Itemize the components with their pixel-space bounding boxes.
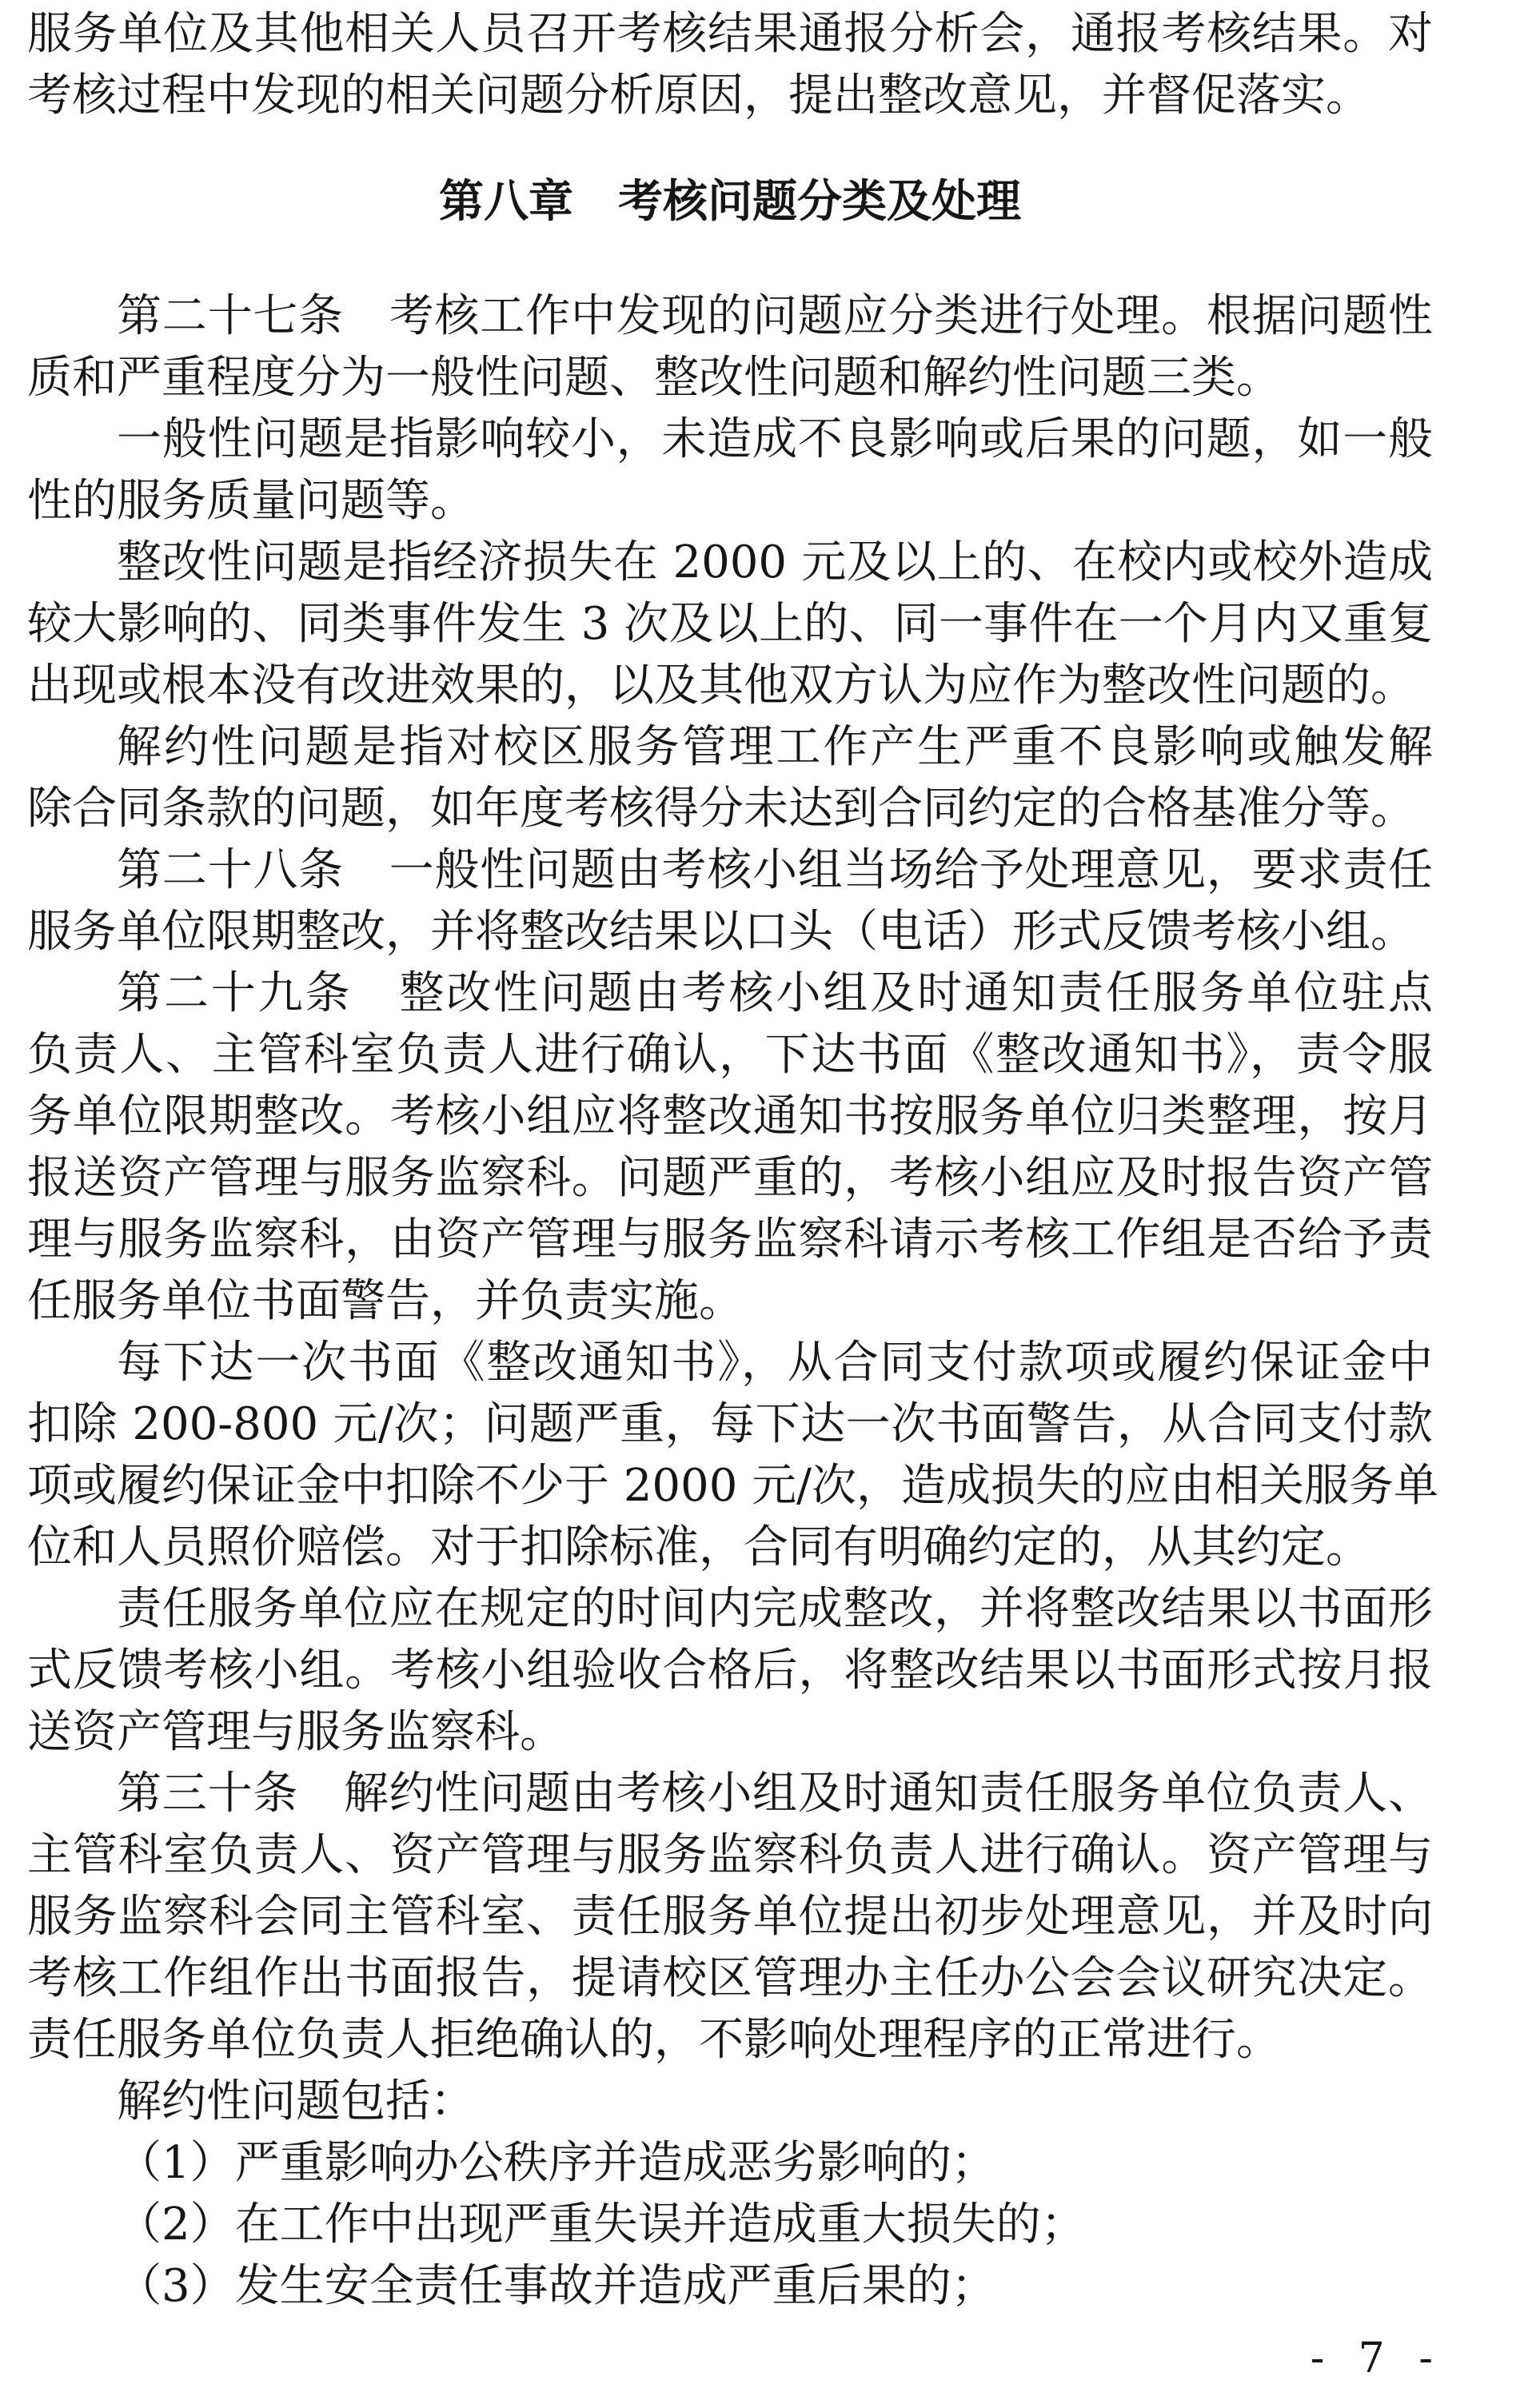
text-line: 第二十九条 整改性问题由考核小组及时通知责任服务单位驻点: [117, 967, 1433, 1019]
text-line: 较大影响的、同类事件发生 3 次及以上的、同一事件在一个月内又重复: [27, 598, 1433, 650]
text-line: 位和人员照价赔偿。对于扣除标准，合同有明确约定的，从其约定。: [27, 1521, 1370, 1573]
text-line: 服务单位限期整改，并将整改结果以口头（电话）形式反馈考核小组。: [27, 906, 1415, 958]
termination-issue-definition: [27, 716, 1433, 839]
text-line: 一般性问题是指影响较小，未造成不良影响或后果的问题，如一般: [117, 413, 1433, 465]
text-line: 责任服务单位负责人拒绝确认的，不影响处理程序的正常进行。: [27, 2014, 1281, 2066]
chapter-heading: 第八章 考核问题分类及处理: [439, 176, 1021, 228]
text-line: 服务监察科会同主管科室、责任服务单位提出初步处理意见，并及时向: [27, 1891, 1433, 1943]
rectification-issue-definition: [27, 532, 1433, 716]
text-line: 除合同条款的问题，如年度考核得分未达到合同约定的合格基准分等。: [27, 783, 1415, 835]
deduction-rules: [27, 1332, 1438, 1578]
general-issue-definition: [27, 409, 1433, 532]
text-line: 考核过程中发现的相关问题分析原因，提出整改意见，并督促落实。: [27, 70, 1370, 122]
text-line: 送资产管理与服务监察科。: [27, 1706, 565, 1758]
continued-paragraph: [27, 3, 1433, 126]
text-line: 每下达一次书面《整改通知书》，从合同支付款项或履约保证金中: [117, 1337, 1433, 1389]
text-line: 质和严重程度分为一般性问题、整改性问题和解约性问题三类。: [27, 352, 1281, 404]
article-30: [27, 1763, 1433, 2071]
text-line: 扣除 200-800 元/次；问题严重，每下达一次书面警告，从合同支付款: [27, 1398, 1433, 1450]
text-line: 解约性问题包括：: [117, 2075, 475, 2127]
text-line: 式反馈考核小组。考核小组验收合格后，将整改结果以书面形式按月报: [27, 1645, 1433, 1696]
text-line: 第三十条 解约性问题由考核小组及时通知责任服务单位负责人、: [117, 1768, 1433, 1820]
text-line: 整改性问题是指经济损失在 2000 元及以上的、在校内或校外造成: [117, 536, 1433, 588]
text-line: 主管科室负责人、资产管理与服务监察科负责人进行确认。资产管理与: [27, 1829, 1433, 1881]
article-28: [27, 839, 1433, 963]
text-line: 解约性问题是指对校区服务管理工作产生严重不良影响或触发解: [117, 721, 1433, 773]
text-line: 责任服务单位应在规定的时间内完成整改，并将整改结果以书面形: [117, 1583, 1433, 1635]
text-line: 考核工作组作出书面报告，提请校区管理办主任办公会会议研究决定。: [27, 1952, 1433, 2004]
text-line: 服务单位及其他相关人员召开考核结果通报分析会，通报考核结果。对: [27, 8, 1433, 60]
text-line: 负责人、主管科室负责人进行确认，下达书面《整改通知书》，责令服: [27, 1029, 1433, 1081]
text-line: 第二十七条 考核工作中发现的问题应分类进行处理。根据问题性: [117, 290, 1433, 342]
list-item: [27, 2255, 1433, 2317]
article-27: [27, 285, 1433, 409]
text-line: 务单位限期整改。考核小组应将整改通知书按服务单位归类整理，按月: [27, 1090, 1433, 1142]
article-29: [27, 963, 1433, 1332]
text-line: 第二十八条 一般性问题由考核小组当场给予处理意见，要求责任: [117, 844, 1433, 896]
text-line: 项或履约保证金中扣除不少于 2000 元/次，造成损失的应由相关服务单: [27, 1460, 1438, 1512]
text-line: 出现或根本没有改进效果的，以及其他双方认为应作为整改性问题的。: [27, 660, 1415, 712]
text-line: （1）严重影响办公秩序并造成恶劣影响的；: [117, 2137, 996, 2189]
text-line: （2）在工作中出现严重失误并造成重大损失的；: [117, 2199, 1086, 2251]
termination-issue-list-intro: [27, 2071, 1433, 2132]
text-line: （3）发生安全责任事故并造成严重后果的；: [117, 2260, 996, 2312]
text-line: 理与服务监察科，由资产管理与服务监察科请示考核工作组是否给予责: [27, 1214, 1433, 1266]
page-body: [27, 3, 1438, 2317]
text-line: 任服务单位书面警告，并负责实施。: [27, 1275, 744, 1327]
text-line: 性的服务质量问题等。: [27, 475, 475, 527]
text-line: 报送资产管理与服务监察科。问题严重的，考核小组应及时报告资产管: [27, 1152, 1433, 1204]
list-item: [27, 2132, 1433, 2194]
list-item: [27, 2194, 1433, 2255]
rectification-deadline: [27, 1578, 1433, 1763]
page-number: - 7 -: [1310, 2334, 1433, 2382]
